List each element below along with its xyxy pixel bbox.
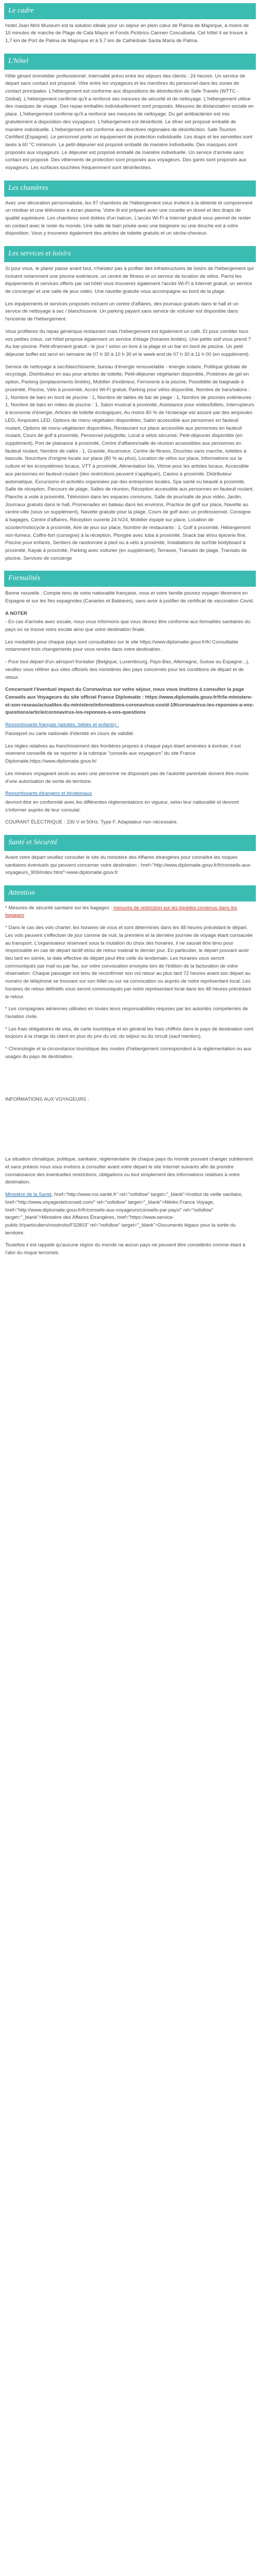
formalites-paragraph-7: Les règles relatives au franchissement des frontières propres à chaque pays étant amenées à évoluer, il est vivement conseillé de se reporter à la rubrique "conseils aux voyageurs" du site France Diplomatie,https://www.diplomatie.gouv.fr/ <box>5 743 241 765</box>
formalites-paragraph-2: - En cas d'arrivée avec escale, nous vous informons que vous devrez être conforme aux formalités sanitaires du pays où se trouve votre escale ainsi que votre destination finale. <box>5 619 251 633</box>
attention-links-text: , href="http://www.rns.santé.fr" rel="nofollow" target="_blank">Institut de veille sanitaire, href="http://www.voyagestelconseil.com/" rel="nofollow" target="_blank">Météo France Voyage, href="http://www.diplomatie.gouv.fr/fr/conseils-aux-voyageurs/conseils-par-pays/" rel="nofollow" target="_blank">Ministère des Affaires Étrangères, href="https://www.service-public.fr/particuliers/vosdroits/F32803" rel="nofollow" target="_blank">Documents légaux pour la sortie du territoire. <box>5 1192 243 1236</box>
section-sante <box>4 835 256 877</box>
chambres-text: Avec une décoration personnalisée, les 97 chambres de l'hébergement vous invitent à la détente et comprennent un minibar et une télévision à écran plasma. Votre lit est préparé avec une couette en duvet et des draps de qualité supérieure. Les chambres sont dotées d'un balcon. L'accès Wi-Fi à Internet gratuit vous permet de rester en contact avec le reste du monde. Une salle de bain privée avec une baignoire ou une douche est à votre disposition. Vous y trouverez également des articles de toilette gratuits et un sèche-cheveux. <box>5 200 253 237</box>
formalites-paragraph-8: Les mineurs voyageant seuls ou avec une personne ne disposant pas de l'autorité parentale doivent être munis d'une autorisation de sortie de territoire. <box>5 770 249 784</box>
section-title-hotel: L'hôtel <box>4 54 256 70</box>
formalites-paragraph-3: Les modalités pour chaque pays sont consultables sur le site https://www.diplomatie.gouv.fr/fr/ Consultable notamment trois changements pour vous rendre dans votre destination. <box>5 639 239 653</box>
section-title-formalites: Formalités <box>4 571 256 587</box>
formalites-foreign-nationals-title[interactable]: Ressortissants étrangers et binationaux <box>5 791 92 797</box>
hotel-text: Hôte gérant immobilier professionnel. Internalité prévu entre les séjours des clients : 24 heures. Un service de départ sans contact est proposé. Vitre entre les voyageurs et les membres du personnel dans les zones de contact principales. L'hébergement est conforme aux dispositions de désinfection de Safe Travels (WTTC - Global). L'hébergement confirme qu'il a renforcé ses mesures de sécurité et de nettoyage. L'hébergement utilise des masques de visage. Des repas emballés individuellement sont proposés. Mesures de distanciation sociale en place. L'hébergement confirme qu'il a renforcé ses mesures de nettoyage. Du gel antibactérien est mis gratuitement à disposition des voyageurs. L'hébergement est désinfecté. Le dîner est proposé emballé de manière individuelle. L'hébergement est conforme aux directives régionales de désinfection. Safe Tourism Certified (Espagne). Le personnel porte un équipement de protection individuelle. Les draps et les serviettes sont lavés à 60 °C minimum. Le petit-déjeuner est proposé emballé de manière individuelle. Des masques sont proposés aux voyageurs. Le déjeuner est proposé emballé de manière individuelle. Un service d'arrivée sans contact est proposé. Des vêtements de protection sont proposés aux voyageurs. Des gants sont proposés aux voyageurs. Les surfaces touchées fréquemment sont désinfectées. <box>5 73 254 171</box>
section-formalites <box>4 571 256 827</box>
section-title-sante: Santé et Sécurité <box>4 835 256 851</box>
section-attention <box>4 885 256 1257</box>
section-hotel <box>4 54 256 172</box>
services-amenities-list: Service de nettoyage à sec/blanchisserie, bureau d'énergie renouvelable - énergie solaire, Politique globale de recyclage, Distributeur en eau pour articles de toilette, Petit-déjeuner végétarien disponible, Protéines de gel en option, Parking (emplacements limités), Mobilier d'extérieur, Ferronerie à la piscine, Possibilité de baignade à proximité, Piscine, Vélo à proximité, Accès Wi-Fi gratuit, Parking pour vélos disponible, Nombre de bars/salons : 1, Nombre de bars en bord de piscine : 1, Nombre de tables de bar de plage : 1, Nombre de piscines extérieures : 1, Nombre de bars en milieu de piscine : 1, Salon musical à proximité, Assistance pour visites/billets, Interrupteurs à économie d'énergie, Articles de toilette écologiques, Au moins 80 % de l'éclairage est assuré par des ampoules LED, Ampoules LED, Options de menu végétalien disponibles, Salon accessible aux personnes en fauteuil roulant, Options de menu végétarien disponibles, Restaurant sur place accessible aux personnes en fauteuil roulant, Cours de golf à proximité, Personnel polyglotte, Local à vélos sécurisé, Petit-déjeuner disponible (en supplément), Port de plaisance à proximité, Centre d'affaires/salle de réunion accessibles aux personnes en fauteuil roulant, Nombre de cafés : 1, Gravide, Ascenseur, Centre de fitness, Douches sans marche, toilettes à bascule, Nourriture d'origine locale sur place (80 % au plus), Location de vélos sur place, Informations sur la culture et les écosystèmes locaux, VTT à proximité, Alimentation bio, Vitrine pour les artistes locaux, Accessible aux personnes en fauteuil roulant (des restrictions peuvent s'appliquer), Casino à proximité, Distributeur automatique, Excursions et activités organisées par des entreprises locales, Spa santé ou beauté à proximité, Salle de réception, Parcours de plage, Salles de réunion, Réception accessible aux personnes en fauteuil roulant, Planche à voile à proximité, Télévision dans les espaces communs, Salle de jeux/salle de jeux vidéo, Jardin, Journaux gratuits dans le hall, Promenades en bateau dans les environs, Practice de golf sur place, Navette au centre-ville (sous un supplément), Navette gratuite pour la plage, Cours de golf avec un professionnel, Consigne à bagages, Centre d'affaires, Réception ouverte 24 h/24, Mobilier équipé sur place, Location de scooter/motocycle à proximité, Aire de jeux sur place, Nombre de restaurants : 1, Golf à proximité, Hébergement non-fumeur, Coffre-fort (consigne) à la réception, Plongée avec tuba à proximité, Snack bar et/ou épicerie fine, Piscine pour enfants, Sentiers de randonnée à pied ou à vélo à proximité, Installations de surf/de bodyboard à proximité, Kayak à proximité, Parking avec voiturier (en supplément), Terrasse, Transats de plage, Transats de piscine, Services de concierge <box>5 364 254 561</box>
attention-paragraph-5: * Chronologie et la circonstance touristique des modes d'hébergement correspondent à la réglementation ou aux usages du pays de destination. <box>5 1046 252 1060</box>
services-paragraph-3: Vous profiterez du repas générique restaurant mais l'hébergement est également un café. Et pour combler tous vos petites creux, cet hôtel propose également un service d'étage (horaires limités). Une petite soif vous prend ? Au bar-piscine. Petit-dînement gratuit - le jour / selon un livre à la plage et un bar en bord de piscine. Un petit déjeuner buffet est servi en semaine de 07 h 30 à 10 h 30 et le week-end de 07 h 30 à 11 h 00 (en supplément). <box>5 328 251 358</box>
section-cadre <box>4 3 256 45</box>
section-title-services: Les services et loisirs <box>4 246 256 262</box>
ministry-health-link[interactable]: Ministère de la Santé <box>5 1192 52 1198</box>
services-paragraph-2: Les équipements et services proposés incluent un centre d'affaires, des journaux gratuits dans le hall et un service de nettoyage à sec / blanchisserie. Un parking payant sans service de voiturier est disponible dans l'enceinte de l'hébergement. <box>5 301 239 323</box>
formalites-french-nationals-title[interactable]: Ressortissants français (adultes, bébés et enfants) : <box>5 722 119 728</box>
section-title-chambres: Les chambres <box>4 181 256 197</box>
attention-paragraph-7 <box>5 1191 256 1237</box>
attention-paragraph-6: La situation climatique, politique, sanitaire, réglementaire de chaque pays du monde pouvant changer subitement et sans préavis nous vous invitons à consulter avant votre départ le site Internet suivants afin de prendre connaissance des éventuelles restrictions, obligations ou tout simplement des informations relatives à votre destination. <box>5 1156 253 1186</box>
section-title-attention: Attention <box>4 885 256 901</box>
attention-paragraph-8: Toutefois il est rappelé qu'aucune région du monde ne aucun pays ne peuvent être considérés comme étant à l'abri du risque terroriste. <box>5 1242 245 1256</box>
liquids-restriction-link[interactable]: mesures de restriction sur les liquides contenus dans les bagages <box>5 905 238 919</box>
page <box>0 0 260 1276</box>
cadre-text: Hotel Joan Miró Museum est la solution idéale pour un séjour en plein cœur de Palma de Majorque, à moins de 10 minutes de marche de Plage de Cala Mayor et Fonds Pictòrics Carmen Cosculluela. Cet hôtel 4 se trouve à 1,7 km de Port de Palma de Majorque et à 5,7 km de Cathédrale Santa María de Palma. <box>5 22 249 44</box>
attention-luggage-prefix: * Mesures de sécurité sanitaire sur les bagages : <box>5 905 114 911</box>
formalites-note-title: A NOTER <box>5 610 28 616</box>
attention-paragraph-2: * Dans le cas des vols charter, les horaires de vous et sont déterminés dans les 48 heures précédant le départ. Les vols peuvent s'effectuer de jour comme de nuit, la première et la dernière journée de voyage étant consacrée au transport. L'organisateur réservant sous la mutation du choix des horaires, il ne saurait être tenu pour responsable en cas de départ tardif et/ou de retour matinal le dernier jour. En particulier, le départ pouvant avoir lieu tard en soirée, la date effective de départ peut être celle du lendemain. Les horaires vous seront communiqués par mail ou par fax, sur votre convocation envoyée lors de l'édition de la facturation de votre réservation. Chaque passager est tenu de reconfirmer son vol retour au plus tard 72 heures avant son départ au numéro de téléphone se trouvant sur son billet ou sur sa convocation ou auprès de notre représentant local. Les horaires de retour définitifs vous seront communiqués par notre représentant local dans les 48 heures précédant le retour. <box>5 925 253 1000</box>
attention-paragraph-4: * Les frais obligatoires de visa, de carte touristique et en général les frais chiffrés dans le pays de destination sont toujours à la charge du client en plus du prix du vol, du séjour ou du circuit (sauf mention). <box>5 1026 254 1040</box>
formalites-paragraph-4: - Pour tout départ d'un aéroport frontalier (Belgique, Luxembourg, Pays-Bas, Allemagne, Suisse ou Espagne...), veuillez vous référer aux sites officiels des ministères des pays concernés pour les conditions de départ et de retour. <box>5 659 250 680</box>
services-paragraph-1: Si pour vous, le plaisir passe avant tout, n'hésitez pas à profiter des infrastructures de loisirs de l'hébergement qui incluent notamment une piscine extérieure, un centre de fitness et un service de location de vélos. Parmi les équipements et services offerts par cet hôtel vous trouverez également l'accès Wi-Fi à Internet gratuit, un service de concierge/ et une salle de jeux vidéo. Une navette gratuite vous accompagne au bord de la plage. <box>5 265 254 294</box>
section-services <box>4 246 256 562</box>
formalites-paragraph-9: devront être en conformité avec les différentes réglementations en vigueur, selon leur nationalité et devront s'informer auprès de leur consulat. <box>5 799 239 813</box>
formalites-coronavirus-notice: Concernant l'éventuel impact du Coronavirus sur votre séjour, nous vous invitons à consulter la page Conseils aux Voyageurs du site officiel France Diplomatie : https://www.diplomatie.gouv.fr/fr/le-ministere-et-son-reseau/actualites-du-ministere/informations-coronavirus-covid-19/coronavirus-les-reponses-a-vos-questions/article/coronavirus-les-reponses-a-vos-questions <box>5 687 254 716</box>
formalites-paragraph-1: Bonne nouvelle ; Compte tenu de votre nationalité française, vous et votre famille pouvez voyager librement en Espagne et sur les îles espagnoles (Canaries et Baléares), sans avoir à justifier de certificat de vaccination Covid. <box>5 590 254 604</box>
sante-paragraph-1: Avant votre départ veuillez consulter le site du ministère des Affaires étrangères pour connaître les risques sanitaires éventuels qui peuvent concerner votre destination : href="http://www.diplomatie.gouv.fr/fr/conseils-aux-voyageurs_909/index.html">www.diplomatie.gouv.fr <box>5 854 252 876</box>
attention-paragraph-1 <box>5 905 256 920</box>
section-chambres <box>4 181 256 238</box>
formalites-paragraph-6: Passeport ou carte nationale d'identité en cours de validité. <box>5 730 135 737</box>
attention-paragraph-3: * Les compagnies aériennes utilisées en toutes leurs responsabilités requises par les autorités compétentes de l'aviation civile. <box>5 1006 248 1020</box>
formalites-electric-current: COURANT ÉLECTRIQUE : 230 V et 50Hz. Type F. Adaptateur non nécessaire. <box>5 819 178 826</box>
section-title-cadre: Le cadre <box>4 3 256 19</box>
attention-info-title: INFORMATIONS AUX VOYAGEURS : <box>5 1096 89 1102</box>
